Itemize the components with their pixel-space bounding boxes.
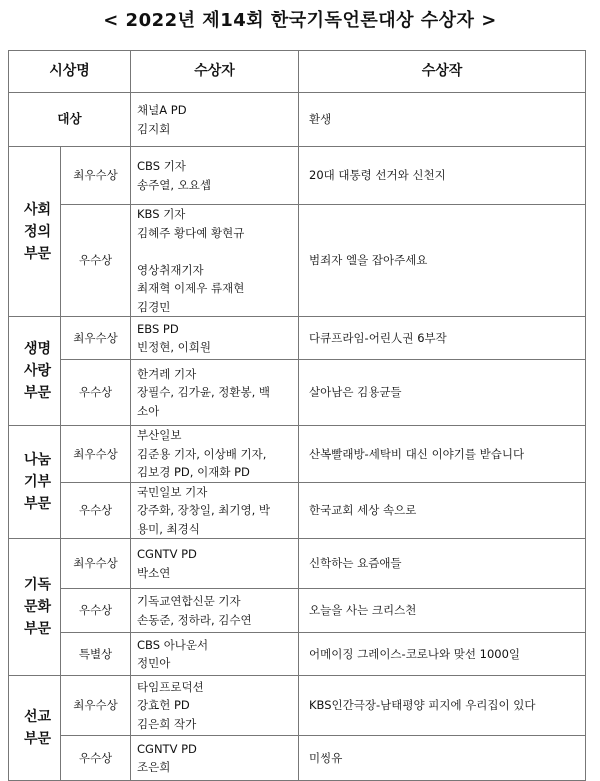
table-row: [9, 147, 586, 205]
work-cell: 어메이징 그레이스-코로나와 맞선 1000일: [299, 633, 586, 676]
work-cell: 20대 대통령 선거와 신천지: [299, 147, 586, 205]
award-cell: 최우수상: [61, 426, 131, 483]
table-row: [9, 482, 586, 539]
category-cell: 생명 사랑 부문: [9, 317, 61, 426]
winner-cell: 국민일보 기자 강주화, 장창일, 최기영, 박 용미, 최경식: [131, 482, 299, 539]
work-cell: 한국교회 세상 속으로: [299, 482, 586, 539]
winner-cell: CBS 아나운서 정민아: [131, 633, 299, 676]
work-cell: 미씽유: [299, 736, 586, 781]
winner-cell: 부산일보 김준용 기자, 이상배 기자, 김보경 PD, 이재화 PD: [131, 426, 299, 483]
table-row: [9, 539, 586, 589]
award-cell: 우수상: [61, 205, 131, 317]
table-row: [9, 589, 586, 633]
table-row: [9, 317, 586, 360]
work-cell: 다큐프라임-어린人권 6부작: [299, 317, 586, 360]
award-cell: 특별상: [61, 633, 131, 676]
winner-cell: CBS 기자 송주열, 오요셉: [131, 147, 299, 205]
work-cell: 환생: [299, 93, 586, 147]
award-cell: 우수상: [61, 736, 131, 781]
awards-table: [8, 50, 586, 781]
category-cell: 선교 부문: [9, 676, 61, 781]
winner-cell: 기독교연합신문 기자 손동준, 정하라, 김수연: [131, 589, 299, 633]
table-row: [9, 426, 586, 483]
winner-cell: CGNTV PD 조은희: [131, 736, 299, 781]
category-cell: 사회 정의 부문: [9, 147, 61, 317]
work-cell: 살아남은 김용균들: [299, 360, 586, 426]
work-cell: 산복빨래방-세탁비 대신 이야기를 받습니다: [299, 426, 586, 483]
table-row: [9, 676, 586, 736]
award-cell: 최우수상: [61, 147, 131, 205]
winner-cell: CGNTV PD 박소연: [131, 539, 299, 589]
award-cell: 우수상: [61, 360, 131, 426]
page-title: < 2022년 제14회 한국기독언론대상 수상자 >: [103, 10, 497, 31]
award-cell: 우수상: [61, 482, 131, 539]
work-cell: 범죄자 엘을 잡아주세요: [299, 205, 586, 317]
table-row: [9, 205, 586, 317]
table-row: [9, 633, 586, 676]
header-winner: 수상자: [131, 51, 299, 93]
work-cell: 신학하는 요즘애들: [299, 539, 586, 589]
winner-cell: 채널A PD 김지회: [131, 93, 299, 147]
work-cell: 오늘을 사는 크리스천: [299, 589, 586, 633]
table-row: [9, 736, 586, 781]
winner-cell: EBS PD 빈정현, 이희원: [131, 317, 299, 360]
winner-cell: 한겨레 기자 장필수, 김가윤, 정환봉, 백 소아: [131, 360, 299, 426]
award-cell: 우수상: [61, 589, 131, 633]
award-cell: 최우수상: [61, 539, 131, 589]
award-cell: 최우수상: [61, 317, 131, 360]
header-work: 수상작: [299, 51, 586, 93]
table-header-row: [9, 51, 586, 93]
header-award-name: 시상명: [9, 51, 131, 93]
table-row: [9, 93, 586, 147]
winner-cell: 타임프로덕션 강효헌 PD 김은희 작가: [131, 676, 299, 736]
category-cell: 기독 문화 부문: [9, 539, 61, 676]
award-cell: 최우수상: [61, 676, 131, 736]
winner-cell: KBS 기자 김혜주 황다예 황현규 영상취재기자 최재혁 이제우 류재현 김경민: [131, 205, 299, 317]
table-row: [9, 360, 586, 426]
work-cell: KBS인간극장-남태평양 피지에 우리집이 있다: [299, 676, 586, 736]
category-cell: 나눔 기부 부문: [9, 426, 61, 539]
grand-award-label: 대상: [9, 93, 131, 147]
